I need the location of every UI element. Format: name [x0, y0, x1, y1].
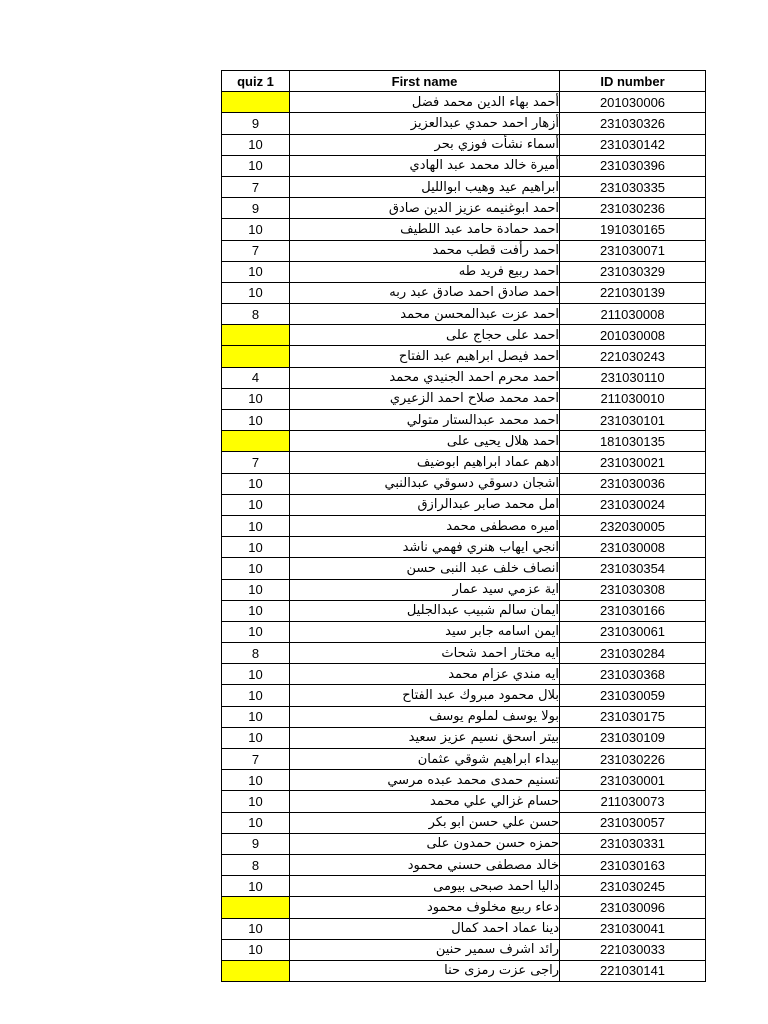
table-row — [222, 833, 706, 854]
id-number-cell[interactable]: 231030036 — [560, 473, 706, 494]
first-name-cell[interactable]: حمزه حسن حمدون على — [290, 833, 560, 854]
quiz-cell[interactable] — [222, 431, 290, 452]
quiz-cell[interactable] — [222, 960, 290, 981]
table-row — [222, 388, 706, 409]
id-number-cell[interactable]: 232030005 — [560, 515, 706, 536]
table-row — [222, 410, 706, 431]
id-number-cell[interactable]: 231030335 — [560, 176, 706, 197]
table-row — [222, 282, 706, 303]
grades-table — [221, 70, 706, 982]
id-number-cell[interactable]: 191030165 — [560, 219, 706, 240]
table-row — [222, 643, 706, 664]
id-number-cell[interactable]: 231030236 — [560, 198, 706, 219]
quiz-cell[interactable]: 10 — [222, 388, 290, 409]
table-row — [222, 579, 706, 600]
id-number-cell[interactable]: 231030284 — [560, 643, 706, 664]
quiz-cell[interactable]: 10 — [222, 939, 290, 960]
first-name-cell[interactable]: احمد ابوغنيمه عزيز الدين صادق — [290, 198, 560, 219]
table-row — [222, 960, 706, 981]
quiz-cell[interactable]: 4 — [222, 367, 290, 388]
first-name-cell[interactable]: احمد هلال يحيى على — [290, 431, 560, 452]
first-name-cell[interactable]: احمد محمد عبدالستار متولي — [290, 410, 560, 431]
quiz-cell[interactable] — [222, 325, 290, 346]
table-row — [222, 939, 706, 960]
table-row — [222, 494, 706, 515]
first-name-cell[interactable]: دينا عماد احمد كمال — [290, 918, 560, 939]
quiz-cell[interactable]: 9 — [222, 833, 290, 854]
table-row — [222, 240, 706, 261]
id-number-cell[interactable]: 211030073 — [560, 791, 706, 812]
first-name-cell[interactable]: اميره مصطفى محمد — [290, 515, 560, 536]
quiz-cell[interactable]: 10 — [222, 155, 290, 176]
first-name-cell[interactable]: ايمان سالم شبيب عبدالجليل — [290, 600, 560, 621]
first-name-cell[interactable]: ايه مندي عزام محمد — [290, 664, 560, 685]
id-number-cell[interactable]: 231030101 — [560, 410, 706, 431]
id-number-cell[interactable]: 211030010 — [560, 388, 706, 409]
table-row — [222, 791, 706, 812]
id-number-cell[interactable]: 231030096 — [560, 897, 706, 918]
header-id-number[interactable]: ID number — [560, 71, 706, 92]
first-name-cell[interactable]: حسن علي حسن ابو بكر — [290, 812, 560, 833]
id-number-cell[interactable]: 231030326 — [560, 113, 706, 134]
table-row — [222, 92, 706, 113]
id-number-cell[interactable]: 221030141 — [560, 960, 706, 981]
first-name-cell[interactable]: راجى عزت رمزى حنا — [290, 960, 560, 981]
quiz-cell[interactable]: 10 — [222, 876, 290, 897]
quiz-cell[interactable]: 10 — [222, 494, 290, 515]
id-number-cell[interactable]: 231030163 — [560, 854, 706, 875]
id-number-cell[interactable]: 231030308 — [560, 579, 706, 600]
id-number-cell[interactable]: 221030139 — [560, 282, 706, 303]
first-name-cell[interactable]: اشجان دسوقي دسوقي عبدالنبي — [290, 473, 560, 494]
id-number-cell[interactable]: 221030243 — [560, 346, 706, 367]
quiz-cell[interactable]: 10 — [222, 706, 290, 727]
header-quiz[interactable]: quiz 1 — [222, 71, 290, 92]
id-number-cell[interactable]: 231030331 — [560, 833, 706, 854]
id-number-cell[interactable]: 231030245 — [560, 876, 706, 897]
quiz-cell[interactable]: 8 — [222, 854, 290, 875]
first-name-cell[interactable]: احمد محمد صلاح احمد الزعيري — [290, 388, 560, 409]
id-number-cell[interactable]: 231030109 — [560, 727, 706, 748]
id-number-cell[interactable]: 231030008 — [560, 537, 706, 558]
first-name-cell[interactable]: ابراهيم عيد وهيب ابوالليل — [290, 176, 560, 197]
table-row — [222, 134, 706, 155]
id-number-cell[interactable]: 231030024 — [560, 494, 706, 515]
quiz-cell[interactable]: 10 — [222, 515, 290, 536]
table-row — [222, 749, 706, 770]
first-name-cell[interactable]: بلال محمود مبروك عبد الفتاح — [290, 685, 560, 706]
table-row — [222, 812, 706, 833]
table-row — [222, 261, 706, 282]
first-name-cell[interactable]: انصاف خلف عبد النبى حسن — [290, 558, 560, 579]
first-name-cell[interactable]: داليا احمد صبحى بيومى — [290, 876, 560, 897]
table-row — [222, 876, 706, 897]
id-number-cell[interactable]: 231030057 — [560, 812, 706, 833]
table-row — [222, 304, 706, 325]
first-name-cell[interactable]: دعاء ربيع مخلوف محمود — [290, 897, 560, 918]
quiz-cell[interactable]: 10 — [222, 558, 290, 579]
first-name-cell[interactable]: احمد حمادة حامد عبد اللطيف — [290, 219, 560, 240]
table-row — [222, 346, 706, 367]
first-name-cell[interactable]: اية عزمي سيد عمار — [290, 579, 560, 600]
table-row — [222, 621, 706, 642]
first-name-cell[interactable]: احمد على حجاج على — [290, 325, 560, 346]
table-row — [222, 113, 706, 134]
table-row — [222, 770, 706, 791]
first-name-cell[interactable]: أميرة خالد محمد عبد الهادي — [290, 155, 560, 176]
table-row — [222, 685, 706, 706]
first-name-cell[interactable]: احمد محرم احمد الجنيدي محمد — [290, 367, 560, 388]
first-name-cell[interactable]: احمد ربيع فريد طه — [290, 261, 560, 282]
header-first-name[interactable]: First name — [290, 71, 560, 92]
quiz-cell[interactable]: 10 — [222, 918, 290, 939]
id-number-cell[interactable]: 181030135 — [560, 431, 706, 452]
id-number-cell[interactable]: 231030166 — [560, 600, 706, 621]
id-number-cell[interactable]: 231030021 — [560, 452, 706, 473]
quiz-cell[interactable]: 7 — [222, 749, 290, 770]
quiz-cell[interactable]: 10 — [222, 282, 290, 303]
quiz-cell[interactable]: 10 — [222, 685, 290, 706]
table-row — [222, 706, 706, 727]
quiz-cell[interactable]: 10 — [222, 812, 290, 833]
first-name-cell[interactable]: بيداء ابراهيم شوقي عثمان — [290, 749, 560, 770]
id-number-cell[interactable]: 211030008 — [560, 304, 706, 325]
first-name-cell[interactable]: تسنيم حمدى محمد عبده مرسي — [290, 770, 560, 791]
table-row — [222, 325, 706, 346]
quiz-cell[interactable]: 7 — [222, 452, 290, 473]
table-row — [222, 473, 706, 494]
id-number-cell[interactable]: 231030354 — [560, 558, 706, 579]
quiz-cell[interactable]: 9 — [222, 113, 290, 134]
quiz-cell[interactable]: 10 — [222, 261, 290, 282]
id-number-cell[interactable]: 231030368 — [560, 664, 706, 685]
quiz-cell[interactable]: 7 — [222, 240, 290, 261]
table-row — [222, 198, 706, 219]
quiz-cell[interactable]: 10 — [222, 664, 290, 685]
table-row — [222, 219, 706, 240]
quiz-cell[interactable]: 10 — [222, 219, 290, 240]
first-name-cell[interactable]: أحمد بهاء الدين محمد فضل — [290, 92, 560, 113]
table-row — [222, 537, 706, 558]
first-name-cell[interactable]: أسماء نشأت فوزي بحر — [290, 134, 560, 155]
quiz-cell[interactable] — [222, 92, 290, 113]
id-number-cell[interactable]: 231030396 — [560, 155, 706, 176]
id-number-cell[interactable]: 201030008 — [560, 325, 706, 346]
id-number-cell[interactable]: 231030226 — [560, 749, 706, 770]
quiz-cell[interactable]: 10 — [222, 727, 290, 748]
first-name-cell[interactable]: امل محمد صابر عبدالرازق — [290, 494, 560, 515]
table-row — [222, 515, 706, 536]
id-number-cell[interactable]: 201030006 — [560, 92, 706, 113]
quiz-cell[interactable]: 8 — [222, 643, 290, 664]
first-name-cell[interactable]: انجي ايهاب هنري فهمي ناشد — [290, 537, 560, 558]
first-name-cell[interactable]: احمد رأفت قطب محمد — [290, 240, 560, 261]
id-number-cell[interactable]: 231030142 — [560, 134, 706, 155]
first-name-cell[interactable]: احمد فيصل ابراهيم عبد الفتاح — [290, 346, 560, 367]
id-number-cell[interactable]: 231030061 — [560, 621, 706, 642]
table-row — [222, 727, 706, 748]
first-name-cell[interactable]: أزهار احمد حمدي عبدالعزيز — [290, 113, 560, 134]
quiz-cell[interactable]: 10 — [222, 134, 290, 155]
table-row — [222, 897, 706, 918]
quiz-cell[interactable]: 10 — [222, 791, 290, 812]
quiz-cell[interactable] — [222, 897, 290, 918]
table-row — [222, 452, 706, 473]
table-row — [222, 854, 706, 875]
id-number-cell[interactable]: 231030329 — [560, 261, 706, 282]
table-row — [222, 558, 706, 579]
first-name-cell[interactable]: ايمن اسامه جابر سيد — [290, 621, 560, 642]
header-row — [222, 71, 706, 92]
id-number-cell[interactable]: 231030175 — [560, 706, 706, 727]
quiz-cell[interactable]: 10 — [222, 410, 290, 431]
quiz-cell[interactable]: 10 — [222, 579, 290, 600]
id-number-cell[interactable]: 231030001 — [560, 770, 706, 791]
first-name-cell[interactable]: ايه مختار احمد شحاث — [290, 643, 560, 664]
first-name-cell[interactable]: حسام غزالي علي محمد — [290, 791, 560, 812]
first-name-cell[interactable]: رائد اشرف سمير حنين — [290, 939, 560, 960]
table-row — [222, 918, 706, 939]
first-name-cell[interactable]: احمد صادق احمد صادق عبد ربه — [290, 282, 560, 303]
id-number-cell[interactable]: 221030033 — [560, 939, 706, 960]
id-number-cell[interactable]: 231030071 — [560, 240, 706, 261]
quiz-cell[interactable]: 10 — [222, 537, 290, 558]
quiz-cell[interactable]: 10 — [222, 770, 290, 791]
id-number-cell[interactable]: 231030110 — [560, 367, 706, 388]
id-number-cell[interactable]: 231030059 — [560, 685, 706, 706]
table-row — [222, 431, 706, 452]
first-name-cell[interactable]: ادهم عماد ابراهيم ابوضيف — [290, 452, 560, 473]
table-row — [222, 155, 706, 176]
quiz-cell[interactable]: 10 — [222, 600, 290, 621]
first-name-cell[interactable]: احمد عزت عبدالمحسن محمد — [290, 304, 560, 325]
quiz-cell[interactable]: 10 — [222, 621, 290, 642]
table-body — [222, 92, 706, 982]
id-number-cell[interactable]: 231030041 — [560, 918, 706, 939]
first-name-cell[interactable]: بيتر اسحق نسيم عزيز سعيد — [290, 727, 560, 748]
quiz-cell[interactable]: 9 — [222, 198, 290, 219]
quiz-cell[interactable] — [222, 346, 290, 367]
table-row — [222, 600, 706, 621]
quiz-cell[interactable]: 8 — [222, 304, 290, 325]
first-name-cell[interactable]: بولا يوسف لملوم يوسف — [290, 706, 560, 727]
table-row — [222, 367, 706, 388]
table-row — [222, 176, 706, 197]
quiz-cell[interactable]: 10 — [222, 473, 290, 494]
quiz-cell[interactable]: 7 — [222, 176, 290, 197]
first-name-cell[interactable]: خالد مصطفى حسني محمود — [290, 854, 560, 875]
table-row — [222, 664, 706, 685]
